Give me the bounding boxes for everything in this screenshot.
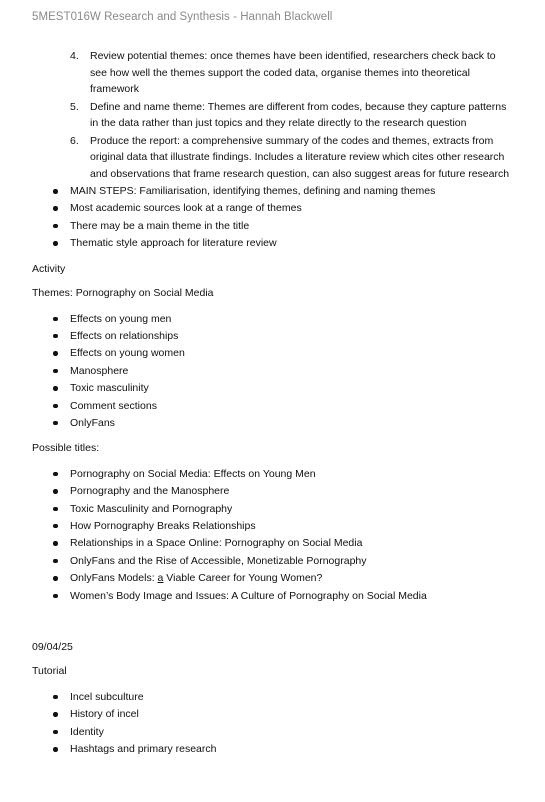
list-item: Manosphere	[70, 363, 515, 380]
list-item: Effects on young women	[70, 345, 515, 362]
document-header: 5MEST016W Research and Synthesis - Hannah Blackwell	[32, 11, 333, 23]
list-item: Toxic Masculinity and Pornography	[70, 501, 515, 518]
activity-label: Activity	[32, 262, 66, 275]
list-item: Toxic masculinity	[70, 380, 515, 397]
list-item: Effects on relationships	[70, 328, 515, 345]
list-item: Effects on young men	[70, 311, 515, 328]
list-item: Incel subculture	[70, 689, 515, 706]
list-item: There may be a main theme in the title	[70, 218, 515, 235]
list-item: MAIN STEPS: Familiarisation, identifying themes, defining and naming themes	[70, 183, 515, 200]
thematic-steps-list	[32, 48, 515, 183]
tutorial-bullet-list	[32, 689, 515, 759]
list-item: OnlyFans and the Rise of Accessible, Monetizable Pornography	[70, 553, 515, 570]
list-item: Relationships in a Space Online: Pornography on Social Media	[70, 535, 515, 552]
list-item: OnlyFans Models: a Viable Career for Young Women?	[70, 570, 515, 587]
list-item: Comment sections	[70, 398, 515, 415]
tutorial-date: 09/04/25	[32, 640, 73, 653]
document-body	[32, 48, 515, 758]
underlined-word: a	[157, 572, 164, 585]
list-item: Hashtags and primary research	[70, 741, 515, 758]
themes-heading: Themes: Pornography on Social Media	[32, 287, 214, 300]
list-item: Pornography and the Manosphere	[70, 483, 515, 500]
list-item: 4. Review potential themes: once themes have been identified, researchers check back to see how well the themes support the coded data, organise themes into theoretical framework	[70, 50, 496, 95]
list-item: Pornography on Social Media: Effects on Young Men	[70, 466, 515, 483]
list-item: How Pornography Breaks Relationships	[70, 518, 515, 535]
list-item: 5. Define and name theme: Themes are different from codes, because they capture patterns in the data rather than just topics and they relate directly to the research question	[70, 100, 507, 129]
list-item: Women’s Body Image and Issues: A Culture of Pornography on Social Media	[70, 588, 515, 605]
possible-titles-list	[32, 466, 515, 605]
list-item: Identity	[70, 724, 515, 741]
list-item: History of incel	[70, 706, 515, 723]
list-item: Most academic sources look at a range of themes	[70, 200, 515, 217]
notes-bullet-list	[32, 183, 515, 253]
themes-bullet-list	[32, 311, 515, 433]
list-item: Thematic style approach for literature review	[70, 235, 515, 252]
tutorial-label: Tutorial	[32, 665, 67, 678]
possible-titles-heading: Possible titles:	[32, 442, 100, 455]
list-item: OnlyFans	[70, 415, 515, 432]
list-item: 6. Produce the report: a comprehensive summary of the codes and themes, extracts from original data that illustrate findings. Includes a literature review which cites other research and observations that frame research question, can also suggest areas for future research	[70, 134, 510, 180]
